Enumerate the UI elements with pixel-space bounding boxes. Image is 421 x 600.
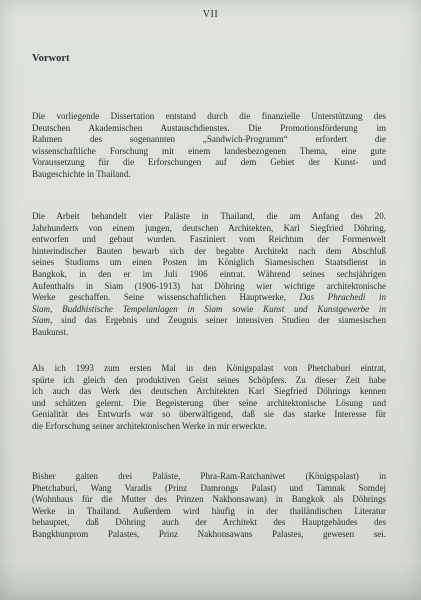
text-line: Bisher galten drei Paläste, Phra-Ram-Ratchaniwet (Königspalast) in xyxy=(32,471,386,481)
section-heading: Vorwort xyxy=(32,53,70,64)
text-segment: , sind das Ergebnis und Zeugnis seiner intensiven Studien der siamesischen xyxy=(50,315,386,326)
text-line: Werke in Thailand. Außerdem wird häufig in der thailändischen Literatur xyxy=(32,505,386,516)
text-line: und schätzen gelernt. Die Begeisterung über seine architektonische Lösung und xyxy=(32,397,386,408)
paragraph-2 xyxy=(32,211,386,339)
text-line: ich auch das Werk des deutschen Architekten Karl Siegfried Döhrings kennen xyxy=(32,386,386,397)
book-title: Kunst und Kunstgewerbe in xyxy=(263,303,386,314)
text-line xyxy=(32,292,386,304)
text-line: hinterindischer Bauten bewarb sich der begabte Architekt nach dem Abschluß xyxy=(32,245,386,256)
text-line: Jahrhunderts von einem jungen, deutschen Architekten, Karl Siegfried Döhring, xyxy=(32,222,386,233)
book-title: Das Phrachedi in xyxy=(299,292,386,303)
text-line: Genialität des Entwurfs war so überwältigend, daß sie das starke Interesse für xyxy=(32,409,386,420)
text-line: Bangkok, in den er im Juli 1906 eintrat. Während seines sechsjährigen xyxy=(32,268,386,279)
text-line: Die vorliegende Dissertation entstand durch die finanzielle Unterstützung des xyxy=(32,111,386,121)
text-line: die Erforschung seiner architektonischen Werke in mir erweckte. xyxy=(32,420,267,431)
text-line: Voraussetzung für die Erforschungen auf dem Gebiet der Kunst- und xyxy=(32,157,386,168)
text-line: behauptet, daß Döhring auch der Architekt des Hauptgebäudes des xyxy=(32,517,386,528)
text-line: entworfen und gebaut wurden. Fasziniert vom Reichtum der Formenwelt xyxy=(32,234,386,245)
text-line: spürte ich gleich den produktiven Geist seines Schöpfers. Zu dieser Zeit habe xyxy=(32,374,386,385)
book-title: Siam xyxy=(32,315,51,326)
paragraph-4 xyxy=(32,471,386,541)
text-line: seines Studiums um einen Posten im Königlich Siamesischen Staatsdienst in xyxy=(32,257,386,268)
text-line: (Wohnhaus für die Mutter des Prinzen Nakhonsawan) in Bangkok als Döhrings xyxy=(32,494,386,505)
text-line: Baukunst. xyxy=(32,326,69,337)
text-line: Deutschen Akademischen Austauschdienstes. Die Promotionsförderung im xyxy=(32,122,386,133)
text-line: Baugeschichte in Thailand. xyxy=(32,168,131,179)
text-line: Aufenthalts in Siam (1906-1913) hat Döhring wier wichtige architektonische xyxy=(32,280,386,291)
text-segment: Werke geschaffen. Seine wissenschaftlichen Hauptwerke, xyxy=(32,292,286,303)
page-shadow xyxy=(0,560,421,600)
text-line xyxy=(32,304,386,316)
paragraph-1 xyxy=(32,111,386,181)
page-number: VII xyxy=(202,9,219,20)
text-line: wissenschaftliche Forschung mit einem landesbezogenen Thema, eine gute xyxy=(32,145,386,156)
text-segment: sowie xyxy=(222,303,264,314)
paragraph-3 xyxy=(32,363,386,433)
text-line: Phetchaburi, Wang Varadis (Prinz Damrongs Palast) und Tamnak Somdej xyxy=(32,482,386,493)
book-title: Siam, Buddhistische Tempelanlagen in Siam xyxy=(32,303,223,314)
text-line: Als ich 1993 zum ersten Mal in den Königspalast von Phetchaburi eintrat, xyxy=(32,363,386,373)
text-line xyxy=(32,315,386,327)
text-line: Die Arbeit behandelt vier Paläste in Thailand, die am Anfang des 20. xyxy=(32,211,386,221)
text-line: Bangkhunprom Palastes, Prinz Nakhonsawans Palastes, gewesen sei. xyxy=(32,528,386,539)
text-line: Rahmen des sogenannten „Sandwich-Programm“ erfordert die xyxy=(32,134,386,145)
